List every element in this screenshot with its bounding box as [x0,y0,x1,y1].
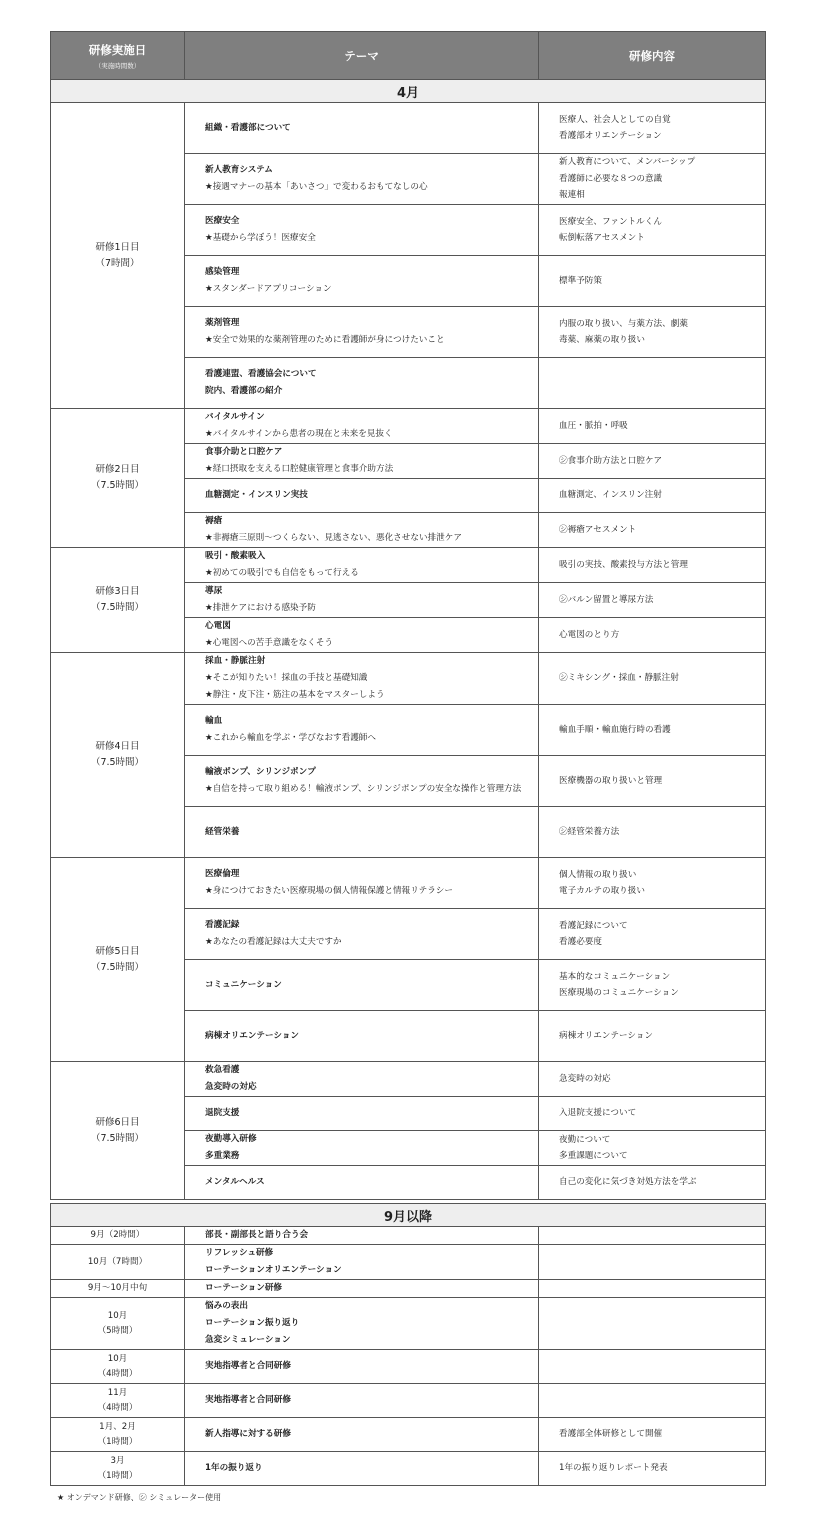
training-date-line: （4時間） [97,1402,138,1413]
theme-title: 病棟オリエンテーション [205,1030,300,1041]
theme-title: 院内、看護部の紹介 [205,386,283,396]
theme-subtitle: ★これから輸血を学ぶ・学びなおす看護師へ [205,733,376,743]
theme-cell [185,1131,539,1166]
training-day-hours: （7.5時間） [90,602,145,613]
content-line: 個人情報の取り扱い [559,869,637,880]
content-line: 看護部オリエンテーション [559,131,662,141]
content-cell [539,1298,766,1350]
theme-title: コミュニケーション [205,979,282,990]
content-line: 多重課題について [559,1151,628,1161]
content-cell [539,909,766,960]
theme-subtitle: ★基礎から学ぼう！医療安全 [205,233,316,243]
content-cell [539,409,766,444]
theme-title: 感染管理 [205,267,240,277]
training-date-cell [51,1350,185,1384]
content-line: 入退院支援について [559,1108,637,1119]
training-date-cell [51,1227,185,1245]
training-day-hours: （7.5時間） [90,480,145,491]
training-date-line: （1時間） [97,1470,138,1481]
theme-cell [185,1227,539,1245]
month-september: 9月以降 [51,1204,766,1227]
theme-subtitle: ★そこが知りたい！採血の手技と基礎知識 [205,673,368,683]
theme-title: 救急看護 [205,1065,240,1075]
theme-cell [185,960,539,1011]
content-line: ㋛経管栄養方法 [559,826,620,837]
content-line: 看護師に必要な８つの意識 [559,173,663,184]
table-row [51,1298,766,1350]
content-line: 看護記録について [559,920,628,931]
training-day-cell [51,103,185,409]
theme-subtitle: ★あなたの看護記録は大丈夫ですか [205,937,342,947]
content-line: 看護必要度 [559,937,602,947]
training-day-hours: （7.5時間） [90,757,145,768]
theme-cell [185,1350,539,1384]
content-line: 医療人、社会人としての自覚 [559,114,671,125]
table-row [51,1418,766,1452]
table-row [51,653,766,705]
training-date-line: 9月（2時間） [90,1230,145,1240]
content-line: 医療現場のコミュニケーション [559,988,679,998]
header-content: 研修内容 [539,32,766,80]
content-cell [539,1131,766,1166]
theme-cell [185,479,539,513]
table-row [51,548,766,583]
theme-cell [185,705,539,756]
content-cell [539,1227,766,1245]
training-day-label: 研修6日目 [95,1116,140,1128]
content-cell [539,513,766,548]
content-line: ㋛ミキシング・採血・静脈注射 [559,673,679,684]
theme-subtitle: ★経口摂取を支える口腔健康管理と食事介助方法 [205,464,394,474]
theme-title: 新人教育システム [205,165,273,175]
training-day-cell [51,409,185,548]
content-cell [539,960,766,1011]
table-row [51,1280,766,1298]
header-date-label: 研修実施日 [88,42,147,57]
theme-subtitle: ★スタンダードアプリコーション [205,284,332,294]
header-theme: テーマ [185,32,539,80]
header-date-sub: （実施時間数） [94,61,141,70]
content-cell [539,1280,766,1298]
theme-cell [185,548,539,583]
training-date-cell [51,1452,185,1486]
content-cell [539,103,766,154]
header-date [51,32,185,80]
month-row [51,80,766,103]
content-line: 内服の取り扱い、与薬方法、劇薬 [559,318,688,329]
theme-subtitle: ★非褥瘡三原則〜つくらない、見逃さない、悪化させない排泄ケア [205,533,462,543]
theme-title: バイタルサイン [205,412,265,422]
theme-title: 1年の振り返り [205,1463,263,1473]
theme-cell [185,154,539,205]
theme-subtitle: ★静注・皮下注・筋注の基本をマスターしよう [205,690,385,700]
content-cell [539,618,766,653]
theme-title: 導尿 [205,586,223,596]
theme-title: 急変シミュレーション [205,1335,291,1345]
training-date-cell [51,1245,185,1280]
content-cell [539,653,766,705]
training-date-cell [51,1384,185,1418]
training-date-line: 9月〜10月中旬 [87,1283,148,1293]
content-line: ㋛褥瘡アセスメント [559,524,637,535]
table-row [51,1384,766,1418]
content-line: 医療安全、ファントルくん [559,216,662,227]
content-line: 標準予防策 [559,275,602,286]
theme-title: 心電図 [205,621,231,631]
content-line: 転倒転落アセスメント [559,233,645,243]
theme-title: 薬剤管理 [205,318,240,328]
content-line: ㋛食事介助方法と口腔ケア [559,455,663,466]
theme-title: 退院支援 [205,1108,240,1118]
theme-title: リフレッシュ研修 [205,1248,274,1258]
content-cell [539,1166,766,1200]
theme-title: 夜勤導入研修 [205,1134,257,1144]
theme-title: 実地指導者と合同研修 [205,1395,291,1405]
training-day-cell [51,858,185,1062]
content-cell [539,807,766,858]
theme-subtitle: ★自信を持って取り組める！輸液ポンプ、シリンジポンプの安全な操作と管理方法 [205,784,522,794]
theme-cell [185,409,539,444]
content-cell [539,358,766,409]
table-row [51,1452,766,1486]
theme-cell [185,807,539,858]
theme-cell [185,1245,539,1280]
theme-cell [185,1166,539,1200]
theme-cell [185,205,539,256]
theme-cell [185,103,539,154]
legend-note: ★ オンデマンド研修、㋛ シミュレーター使用 [57,1493,222,1502]
theme-title: 吸引・酸素吸入 [205,551,266,561]
theme-title: 褥瘡 [205,516,223,526]
training-day-cell [51,653,185,858]
content-line: 夜勤について [559,1134,611,1145]
theme-cell [185,583,539,618]
training-day-label: 研修2日目 [95,464,140,475]
theme-title: 新人指導に対する研修 [205,1429,291,1439]
theme-cell [185,444,539,479]
theme-subtitle: ★身につけておきたい医療現場の個人情報保護と情報リテラシー [205,886,453,896]
training-date-line: 1月、2月 [99,1421,136,1432]
table-row [51,103,766,154]
content-cell [539,307,766,358]
theme-subtitle: ★心電図への苦手意識をなくそう [205,638,334,648]
theme-title: 多重業務 [205,1151,240,1161]
content-line: 病棟オリエンテーション [559,1030,654,1041]
theme-cell [185,909,539,960]
theme-title: 悩みの表出 [205,1301,248,1311]
content-cell [539,583,766,618]
table-header-row [51,32,766,80]
theme-title: ローテーション振り返り [205,1318,300,1328]
content-line: 輸血手順・輸血施行時の看護 [559,724,671,735]
theme-cell [185,1384,539,1418]
theme-cell [185,756,539,807]
training-day-label: 研修1日目 [95,241,140,253]
theme-title: 組織・看護部について [205,122,291,133]
theme-title: 輸液ポンプ、シリンジポンプ [205,767,316,777]
content-cell [539,1452,766,1486]
content-cell [539,1097,766,1131]
content-cell [539,548,766,583]
table-row [51,1245,766,1280]
month-april: 4月 [51,80,766,103]
content-cell [539,1245,766,1280]
theme-subtitle: ★初めての吸引でも自信をもって行える [205,568,359,578]
content-line: 血圧・脈拍・呼吸 [559,420,628,431]
theme-cell [185,1452,539,1486]
training-date-line: 11月 [107,1387,128,1398]
content-cell [539,705,766,756]
theme-cell [185,858,539,909]
theme-cell [185,1280,539,1298]
content-line: ㋛バルン留置と導尿方法 [559,594,654,605]
theme-title: 看護記録 [205,920,240,930]
theme-cell [185,256,539,307]
training-day-label: 研修5日目 [95,945,140,957]
training-date-line: （4時間） [97,1368,138,1379]
content-line: 電子カルテの取り扱い [559,886,645,896]
content-line: 心電図のとり方 [559,629,620,640]
theme-cell [185,1097,539,1131]
content-cell [539,154,766,205]
theme-subtitle: ★バイタルサインから患者の現在と未来を見抜く [205,429,393,439]
theme-cell [185,1062,539,1097]
theme-cell [185,1011,539,1062]
training-date-line: （1時間） [97,1436,138,1447]
training-date-line: （5時間） [97,1325,138,1336]
table-row [51,1227,766,1245]
table-row [51,1062,766,1097]
theme-title: 急変時の対応 [205,1082,257,1092]
content-cell [539,444,766,479]
content-cell [539,1011,766,1062]
content-line: 新人教育について、メンバーシップ [559,157,696,168]
theme-cell [185,358,539,409]
content-cell [539,1350,766,1384]
theme-subtitle: ★排泄ケアにおける感染予防 [205,603,316,613]
training-date-cell [51,1418,185,1452]
training-date-line: 10月（7時間） [87,1256,148,1267]
training-day-hours: （7.5時間） [90,1132,145,1144]
training-date-cell [51,1298,185,1350]
training-day-label: 研修3日目 [95,586,140,597]
content-cell [539,1418,766,1452]
theme-cell [185,307,539,358]
content-line: 看護部全体研修として開催 [559,1429,663,1440]
content-cell [539,858,766,909]
content-cell [539,1384,766,1418]
theme-title: 部長・副部長と語り合う会 [205,1230,309,1240]
april-schedule-table [50,31,766,1200]
training-date-line: 10月 [107,1310,128,1321]
content-cell [539,756,766,807]
theme-cell [185,653,539,705]
theme-title: 医療安全 [205,216,240,226]
content-line: 医療機器の取り扱いと管理 [559,775,663,786]
theme-cell [185,1418,539,1452]
content-line: 報連相 [559,190,585,201]
month-row [51,1204,766,1227]
september-schedule-table [50,1203,766,1486]
training-day-hours: （7時間） [95,257,140,269]
theme-title: 食事介助と口腔ケア [205,447,283,457]
theme-title: 血糖測定・インスリン実技 [205,490,308,500]
theme-title: 実地指導者と合同研修 [205,1361,291,1371]
content-cell [539,256,766,307]
training-day-cell [51,1062,185,1200]
table-row [51,858,766,909]
content-line: 血糖測定、インスリン注射 [559,490,662,501]
theme-cell [185,618,539,653]
content-line: 基本的なコミュニケーション [559,971,671,982]
training-day-label: 研修4日目 [95,741,140,752]
theme-title: ローテーションオリエンテーション [205,1265,342,1275]
theme-title: ローテーション研修 [205,1283,283,1293]
content-line: 1年の振り返りレポート発表 [559,1463,668,1474]
theme-cell [185,513,539,548]
training-day-cell [51,548,185,653]
content-line: 毒薬、麻薬の取り扱い [559,335,645,345]
content-line: 吸引の実技、酸素投与方法と管理 [559,559,688,570]
training-date-line: 10月 [107,1353,128,1364]
theme-title: 採血・静脈注射 [205,656,266,666]
content-cell [539,205,766,256]
training-date-cell [51,1280,185,1298]
theme-title: 輸血 [205,716,223,726]
training-date-line: 3月 [110,1455,125,1466]
theme-title: 医療倫理 [205,869,240,879]
theme-cell [185,1298,539,1350]
theme-subtitle: ★接遇マナーの基本「あいさつ」で変わるおもてなしの心 [205,182,428,192]
content-line: 自己の変化に気づき対処方法を学ぶ [559,1177,697,1188]
table-row [51,409,766,444]
training-day-hours: （7.5時間） [90,961,145,973]
content-cell [539,479,766,513]
content-cell [539,1062,766,1097]
content-line: 急変時の対応 [559,1073,611,1084]
theme-subtitle: ★安全で効果的な薬剤管理のために看護師が身につけたいこと [205,335,445,345]
theme-title: 経管栄養 [205,826,240,837]
theme-title: 看護連盟、看護協会について [205,369,317,379]
theme-title: メンタルヘルス [205,1177,265,1187]
table-row [51,1350,766,1384]
